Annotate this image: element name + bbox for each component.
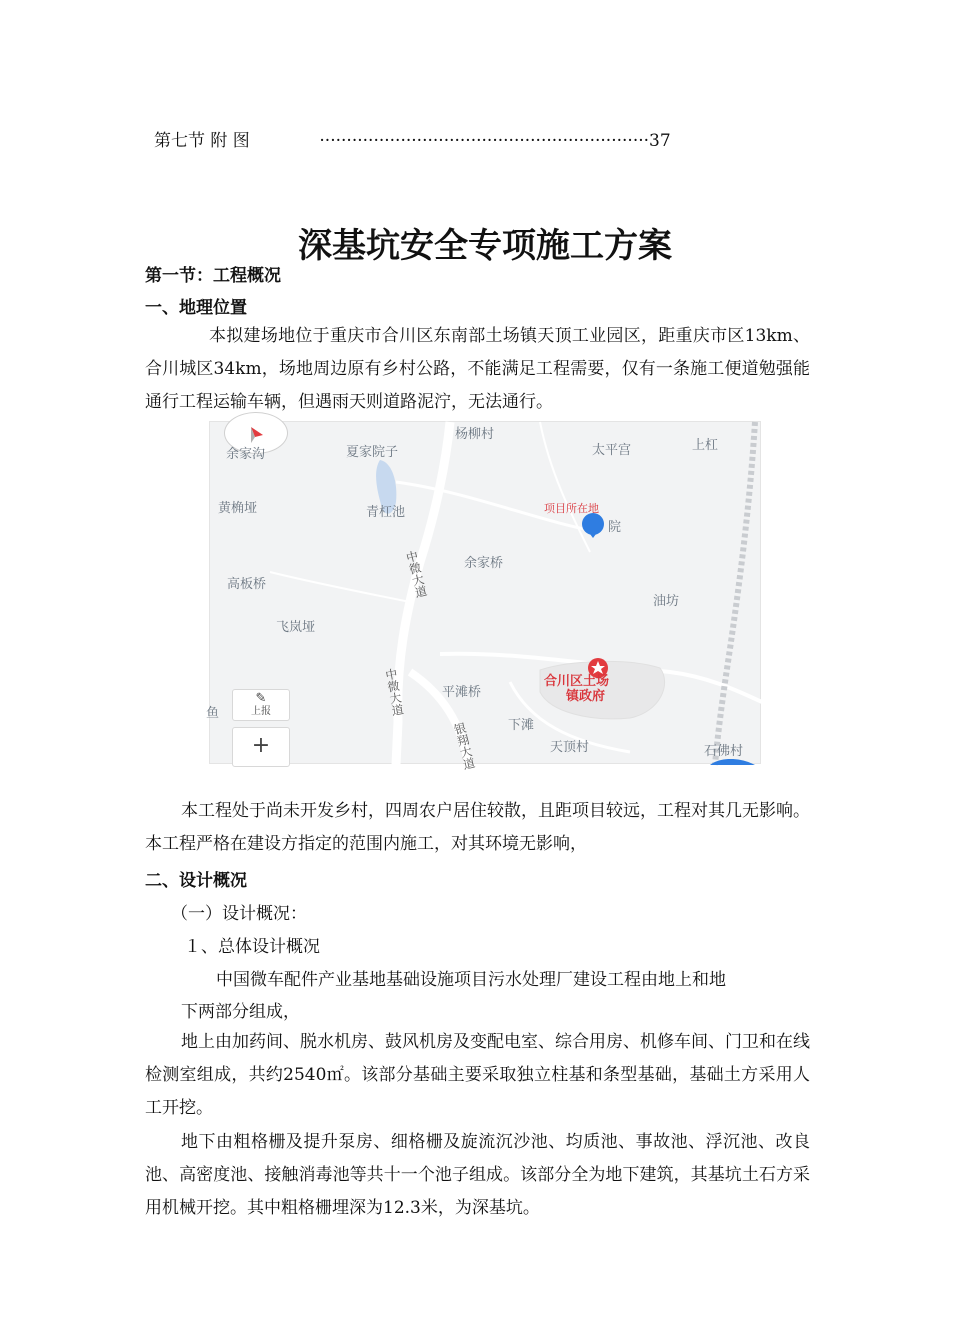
design-subheading: （一）设计概况：	[171, 904, 307, 924]
map-label: 高板桥	[227, 577, 267, 592]
toc-entry	[154, 126, 671, 151]
map-label: 石佛村	[704, 744, 744, 759]
map-label: 鱼	[206, 706, 220, 721]
map-roads	[210, 422, 762, 765]
map-label: 油坊	[653, 594, 680, 609]
map-label: 下滩	[508, 718, 535, 733]
geo-heading: 一、地理位置	[145, 298, 247, 318]
road-label: 银翔大道	[451, 721, 477, 772]
impact-paragraph: 本工程处于尚未开发乡村，四周农户居住较散，且距项目较远，工程对其几无影响。本工程严格在建设方指定的范围内施工，对其环境无影响，	[145, 801, 810, 854]
map-label: 太平宫	[592, 443, 632, 458]
design-paragraph: 地上由加药间、脱水机房、鼓风机房及变配电室、综合用房、机修车间、门卫和在线检测室组成，共约2540㎡。该部分基础主要采取独立柱基和条型基础，基础土方采用人工开挖。	[145, 1032, 810, 1118]
project-site-label: 项目所在地	[544, 502, 599, 515]
design-paragraph: 地下由粗格栅及提升泵房、细格栅及旋流沉沙池、均质池、事故池、浮沉池、改良池、高密度池、接触消毒池等共十一个池子组成。该部分全为地下建筑，其基坑土石方采用机械开挖。其中粗格栅埋深为12.3米，为深基坑。	[145, 1132, 810, 1218]
geo-paragraph: 本拟建场地位于重庆市合川区东南部土场镇天顶工业园区，距重庆市区13km、合川城区34km，场地周边原有乡村公路，不能满足工程需要，仅有一条施工便道勉强能通行工程运输车辆，但遇雨天则道路泥泞，无法通行。	[145, 326, 810, 412]
map-label: 院	[608, 520, 622, 535]
toc-page-number: 37	[649, 131, 671, 151]
zoom-in-button[interactable]: +	[232, 727, 290, 767]
map-label: 余家沟	[226, 447, 266, 462]
railway	[715, 422, 755, 765]
design-heading: 二、设计概况	[145, 871, 247, 891]
section-heading: 第一节：工程概况	[145, 266, 281, 286]
document-title: 深基坑安全专项施工方案	[298, 226, 672, 266]
design-paragraph-line: 下两部分组成，	[181, 1002, 300, 1022]
report-icon: ✎	[255, 691, 267, 706]
government-label: 合川区土场 镇政府	[544, 674, 610, 704]
map-label: 平滩桥	[442, 685, 482, 700]
location-map[interactable]	[206, 421, 761, 772]
toc-label: 第七节 附 图	[154, 131, 250, 151]
map-label: 青杠池	[366, 505, 406, 520]
map-label: 黄桷垭	[218, 501, 258, 516]
map-label: 杨柳村	[455, 427, 495, 442]
report-button[interactable]: ✎ 上报	[232, 689, 290, 721]
toc-leader-dots: ·····························································	[319, 131, 650, 151]
road-label: 中微大道	[403, 549, 429, 600]
design-paragraph-line: 中国微车配件产业基地基础设施项目污水处理厂建设工程由地上和地	[216, 970, 726, 990]
map-label: 飞岚垭	[276, 620, 316, 635]
road-label: 中微大道	[382, 667, 406, 717]
design-subsubheading: １、总体设计概况	[184, 937, 320, 957]
map-label: 上杠	[692, 438, 719, 453]
map-label: 夏家院子	[346, 445, 399, 460]
map-label: 余家桥	[464, 556, 504, 571]
map-label: 天顶村	[550, 740, 590, 755]
